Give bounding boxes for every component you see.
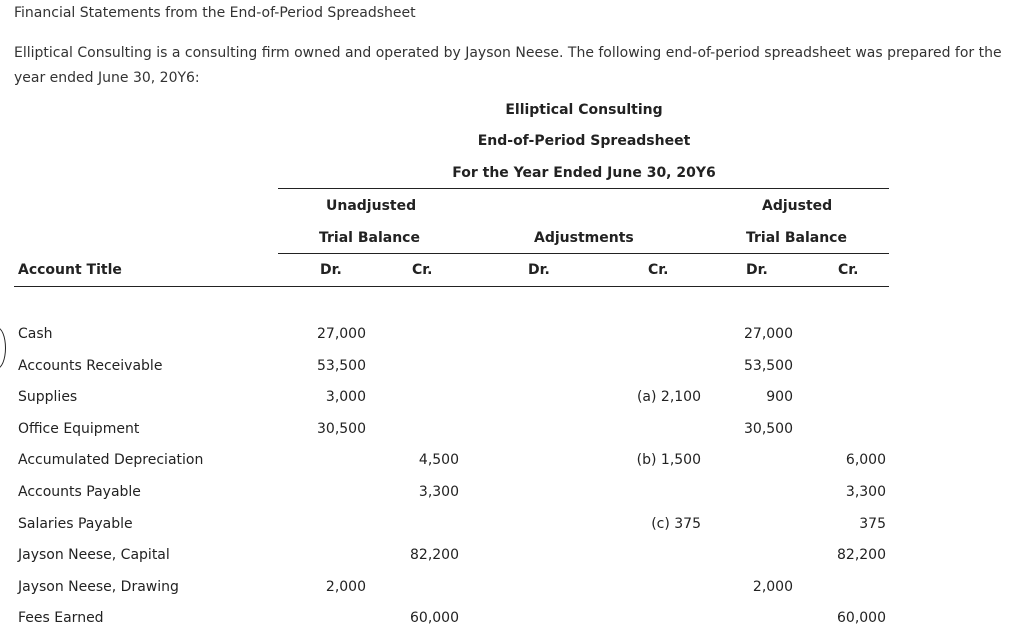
account-title-cell: Salaries Payable bbox=[18, 516, 133, 532]
atb-dr-cell: 53,500 bbox=[744, 358, 793, 374]
tb-cr-cell: 60,000 bbox=[410, 610, 459, 626]
tb-dr-cell: 3,000 bbox=[325, 389, 366, 405]
trial-balance-header: Trial Balance bbox=[319, 230, 420, 246]
period-title: For the Year Ended June 30, 20Y6 bbox=[452, 165, 716, 181]
unadjusted-header: Unadjusted bbox=[326, 198, 417, 214]
atb-cr-cell: 6,000 bbox=[845, 452, 886, 468]
account-title-header: Account Title bbox=[18, 262, 122, 278]
atb-dr-cell: 30,500 bbox=[744, 421, 793, 437]
adj-dr-header: Dr. bbox=[528, 262, 550, 278]
intro-paragraph: Elliptical Consulting is a consulting firm owned and operated by Jayson Neese. The following end-of-period spreadsheet was prepared for the year ended June 30, 20Y6: bbox=[14, 45, 1002, 86]
tb-dr-cell: 27,000 bbox=[317, 326, 366, 342]
tb-dr-cell: 2,000 bbox=[325, 579, 366, 595]
atb-cr-header: Cr. bbox=[838, 262, 859, 278]
atb-dr-cell: 900 bbox=[766, 389, 793, 405]
company-name: Elliptical Consulting bbox=[505, 102, 663, 118]
atb-cr-cell: 3,300 bbox=[845, 484, 886, 500]
account-title-cell: Fees Earned bbox=[18, 610, 104, 626]
account-title-cell: Jayson Neese, Drawing bbox=[18, 579, 179, 595]
account-title-cell: Supplies bbox=[18, 389, 78, 405]
account-title-cell: Accumulated Depreciation bbox=[18, 452, 204, 468]
adj-cr-cell: (a) 2,100 bbox=[636, 389, 701, 405]
tb-dr-cell: 53,500 bbox=[317, 358, 366, 374]
header-rule-top bbox=[278, 188, 889, 189]
account-title-cell: Cash bbox=[18, 326, 53, 342]
adjusted-trial-balance-header: Trial Balance bbox=[746, 230, 847, 246]
tb-dr-header: Dr. bbox=[320, 262, 342, 278]
adjustments-header: Adjustments bbox=[534, 230, 634, 246]
atb-dr-header: Dr. bbox=[746, 262, 768, 278]
spreadsheet-title: End-of-Period Spreadsheet bbox=[477, 133, 691, 149]
margin-bracket-mark bbox=[0, 327, 6, 369]
tb-cr-cell: 4,500 bbox=[418, 452, 459, 468]
atb-cr-cell: 60,000 bbox=[837, 610, 886, 626]
atb-dr-cell: 2,000 bbox=[752, 579, 793, 595]
atb-cr-cell: 82,200 bbox=[837, 547, 886, 563]
account-title-cell: Accounts Payable bbox=[18, 484, 141, 500]
header-rule-middle bbox=[278, 253, 889, 254]
tb-dr-cell: 30,500 bbox=[317, 421, 366, 437]
adjusted-header: Adjusted bbox=[762, 198, 833, 214]
adj-cr-header: Cr. bbox=[648, 262, 669, 278]
atb-dr-cell: 27,000 bbox=[744, 326, 793, 342]
tb-cr-cell: 3,300 bbox=[418, 484, 459, 500]
tb-cr-header: Cr. bbox=[412, 262, 433, 278]
account-title-cell: Jayson Neese, Capital bbox=[18, 547, 170, 563]
adj-cr-cell: (b) 1,500 bbox=[636, 452, 701, 468]
tb-cr-cell: 82,200 bbox=[410, 547, 459, 563]
account-title-cell: Accounts Receivable bbox=[18, 358, 163, 374]
atb-cr-cell: 375 bbox=[859, 516, 886, 532]
header-rule-bottom bbox=[14, 286, 889, 287]
page-heading: Financial Statements from the End-of-Period Spreadsheet bbox=[14, 5, 416, 21]
account-title-cell: Office Equipment bbox=[18, 421, 140, 437]
adj-cr-cell: (c) 375 bbox=[651, 516, 701, 532]
